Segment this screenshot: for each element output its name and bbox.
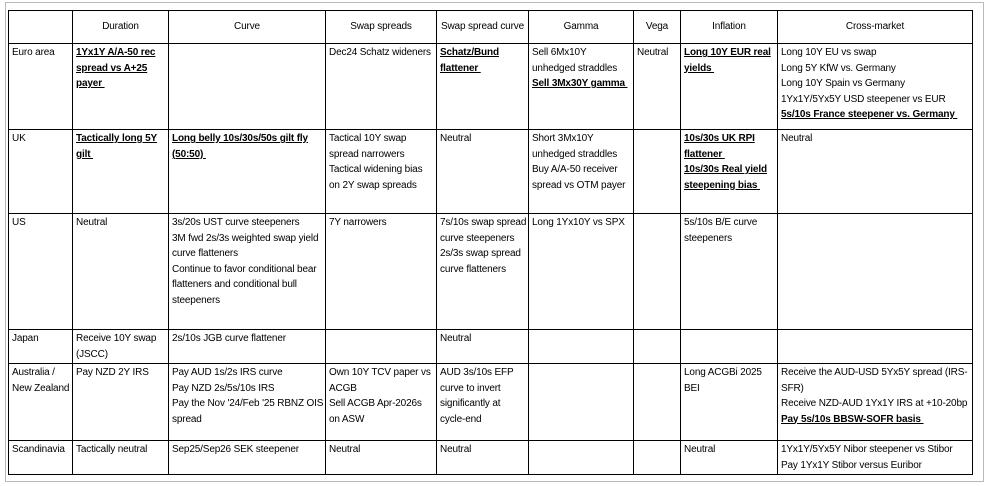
cell-uk-region: [9, 130, 73, 214]
cell-us-swap_spreads: [326, 214, 437, 330]
trade-item: Tactically neutral: [76, 444, 148, 455]
cell-us-inflation: [681, 214, 778, 330]
cell-us-gamma: [529, 214, 634, 330]
trade-item: Pay 1Yx1Y Stibor versus Euribor: [781, 459, 922, 471]
trade-item: Own 10Y TCV paper vs ACGB: [329, 367, 431, 394]
cell-scandinavia-swap_spread_curve: [437, 441, 529, 475]
trade-item-emphasized: Tactically long 5Y gilt: [76, 133, 158, 160]
cell-euro-area-cross_market: [778, 44, 973, 130]
cell-australia-new-zealand-duration: [73, 364, 169, 441]
cell-australia-new-zealand-cross_market: [778, 364, 973, 441]
trade-item-emphasized: Schatz/Bund flattener: [440, 47, 499, 74]
trade-item: Receive NZD-AUD 1Yx1Y IRS at +10-20bp: [781, 398, 968, 409]
trade-item-emphasized: 5s/10s France steepener vs. Germany: [781, 109, 958, 120]
trade-item: 1Yx1Y/5Yx5Y Nibor steepener vs Stibor: [781, 444, 953, 455]
cell-euro-area-swap_spreads: [326, 44, 437, 130]
cell-australia-new-zealand-vega: [634, 364, 681, 441]
trade-item: Dec24 Schatz wideners: [329, 47, 431, 58]
cell-australia-new-zealand-swap_spreads: [326, 364, 437, 441]
cell-uk-vega: [634, 130, 681, 214]
cell-us-vega: [634, 214, 681, 330]
trade-item: Long 1Yx10Y vs SPX: [532, 217, 625, 228]
trade-item: 7Y narrowers: [329, 217, 387, 228]
cell-uk-duration: [73, 130, 169, 214]
trade-item: Tactical 10Y swap spread narrowers: [329, 133, 407, 160]
trade-item: Neutral: [684, 444, 716, 455]
trade-item: 2s/3s swap spread curve flatteners: [440, 248, 521, 275]
cell-euro-area-inflation: [681, 44, 778, 130]
trade-item: Neutral: [440, 133, 472, 144]
cell-scandinavia-duration: [73, 441, 169, 475]
cell-scandinavia-inflation: [681, 441, 778, 475]
cell-japan-vega: [634, 330, 681, 364]
cell-euro-area-gamma: [529, 44, 634, 130]
trade-item: 3s/20s UST curve steepeners: [172, 217, 300, 228]
trade-item: Continue to favor conditional bear flatteners and conditional bull steepeners: [172, 263, 317, 306]
cell-japan-curve: [169, 330, 326, 364]
trade-item: Receive the AUD-USD 5Yx5Y spread (IRS-SFR): [781, 367, 968, 394]
row-scandinavia: [9, 441, 973, 475]
cell-euro-area-duration: [73, 44, 169, 130]
trade-item-emphasized: Long belly 10s/30s/50s gilt fly (50:50): [172, 133, 308, 160]
cell-us-duration: [73, 214, 169, 330]
trade-item: Neutral: [440, 333, 472, 344]
trade-recommendations-table: [8, 10, 973, 475]
cell-euro-area-swap_spread_curve: [437, 44, 529, 130]
cell-uk-swap_spread_curve: [437, 130, 529, 214]
cell-japan-gamma: [529, 330, 634, 364]
trade-item: Sell 6Mx10Y unhedged straddles: [532, 47, 618, 74]
row-us: [9, 214, 973, 330]
cell-japan-inflation: [681, 330, 778, 364]
row-australia-new-zealand: [9, 364, 973, 441]
region-label: Euro area: [12, 47, 55, 58]
trade-item: Receive 10Y swap (JSCC): [76, 333, 157, 360]
trade-item: Neutral: [637, 47, 669, 58]
trade-item: Long ACGBi 2025 BEI: [684, 367, 762, 394]
trade-item-emphasized: Long 10Y EUR real yields: [684, 47, 771, 74]
cell-uk-inflation: [681, 130, 778, 214]
trade-item: 3M fwd 2s/3s weighted swap yield curve flatteners: [172, 232, 319, 259]
column-header-region: [9, 11, 73, 44]
table-body: [9, 44, 973, 475]
column-header-swap_spreads: Swap spreads: [326, 11, 437, 44]
trade-item: Long 5Y KfW vs. Germany: [781, 62, 896, 74]
trade-item: Neutral: [329, 444, 361, 455]
trade-item: Neutral: [781, 133, 813, 144]
cell-scandinavia-curve: [169, 441, 326, 475]
cell-scandinavia-region: [9, 441, 73, 475]
trade-item: 1Yx1Y/5Yx5Y USD steepener vs EUR: [781, 93, 946, 105]
region-label: Japan: [12, 333, 39, 344]
trade-item: AUD 3s/10s EFP curve to invert significantly at cycle-end: [440, 367, 514, 425]
cell-australia-new-zealand-inflation: [681, 364, 778, 441]
column-header-curve: Curve: [169, 11, 326, 44]
column-header-cross_market: Cross-market: [778, 11, 973, 44]
trade-item: Pay NZD 2Y IRS: [76, 367, 149, 378]
table-header: [9, 11, 973, 44]
trade-item: Tactical widening bias on 2Y swap spreads: [329, 164, 423, 191]
cell-scandinavia-gamma: [529, 441, 634, 475]
region-label: Scandinavia: [12, 444, 65, 455]
cell-us-cross_market: [778, 214, 973, 330]
row-japan: [9, 330, 973, 364]
cell-japan-swap_spreads: [326, 330, 437, 364]
cell-scandinavia-cross_market: [778, 441, 973, 475]
trade-item: Sell ACGB Apr-2026s on ASW: [329, 398, 422, 425]
cell-japan-cross_market: [778, 330, 973, 364]
trade-item: Pay AUD 1s/2s IRS curve: [172, 367, 283, 378]
region-label: UK: [12, 133, 26, 144]
cell-australia-new-zealand-swap_spread_curve: [437, 364, 529, 441]
column-header-vega: Vega: [634, 11, 681, 44]
trade-item: Neutral: [440, 444, 472, 455]
trade-item: Pay the Nov '24/Feb '25 RBNZ OIS spread: [172, 398, 324, 425]
cell-japan-region: [9, 330, 73, 364]
column-header-duration: Duration: [73, 11, 169, 44]
column-header-gamma: Gamma: [529, 11, 634, 44]
trade-item: Neutral: [76, 217, 108, 228]
cell-us-region: [9, 214, 73, 330]
trade-item: Long 10Y Spain vs Germany: [781, 78, 905, 89]
trade-item-emphasized: 10s/30s UK RPI flattener: [684, 133, 755, 160]
trade-item: Pay NZD 2s/5s/10s IRS: [172, 382, 275, 394]
cell-uk-gamma: [529, 130, 634, 214]
trade-item-emphasized: 1Yx1Y A/A-50 rec spread vs A+25 payer: [76, 47, 156, 89]
trade-item: Short 3Mx10Y unhedged straddles: [532, 133, 618, 160]
row-euro-area: [9, 44, 973, 130]
trade-item: Sep25/Sep26 SEK steepener: [172, 444, 299, 455]
trade-item: Long 10Y EU vs swap: [781, 47, 877, 58]
trade-item-emphasized: Sell 3Mx30Y gamma: [532, 78, 628, 89]
cell-us-curve: [169, 214, 326, 330]
region-label: US: [12, 217, 26, 228]
cell-australia-new-zealand-curve: [169, 364, 326, 441]
trade-item: Buy A/A-50 receiver spread vs OTM payer: [532, 164, 626, 191]
cell-scandinavia-swap_spreads: [326, 441, 437, 475]
cell-japan-swap_spread_curve: [437, 330, 529, 364]
cell-australia-new-zealand-region: [9, 364, 73, 441]
cell-euro-area-vega: [634, 44, 681, 130]
cell-uk-curve: [169, 130, 326, 214]
region-label: Australia / New Zealand: [12, 367, 70, 394]
trade-item: 5s/10s B/E curve steepeners: [684, 217, 758, 244]
cell-euro-area-curve: [169, 44, 326, 130]
header-row: [9, 11, 973, 44]
column-header-swap_spread_curve: Swap spread curve: [437, 11, 529, 44]
trade-item: 2s/10s JGB curve flattener: [172, 333, 286, 344]
cell-scandinavia-vega: [634, 441, 681, 475]
cell-japan-duration: [73, 330, 169, 364]
row-uk: [9, 130, 973, 214]
trade-item: 7s/10s swap spread curve steepeners: [440, 217, 527, 244]
cell-uk-cross_market: [778, 130, 973, 214]
cell-australia-new-zealand-gamma: [529, 364, 634, 441]
trade-item-emphasized: Pay 5s/10s BBSW-SOFR basis: [781, 413, 924, 425]
column-header-inflation: Inflation: [681, 11, 778, 44]
cell-us-swap_spread_curve: [437, 214, 529, 330]
cell-uk-swap_spreads: [326, 130, 437, 214]
trade-item-emphasized: 10s/30s Real yield steepening bias: [684, 164, 767, 191]
cell-euro-area-region: [9, 44, 73, 130]
